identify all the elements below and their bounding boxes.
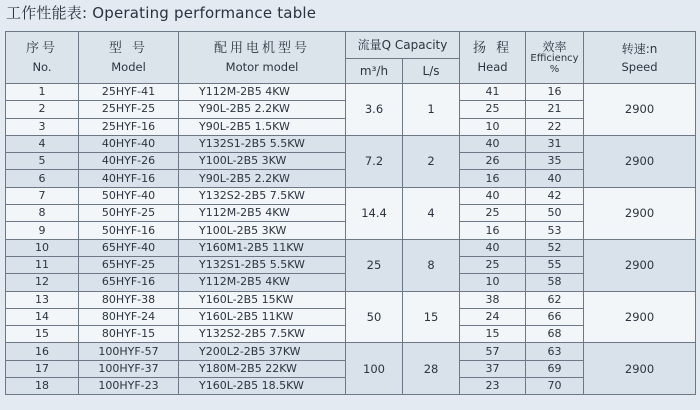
cell-no: 4 <box>6 135 79 152</box>
cell-motor: Y180M-2B5 22KW <box>179 360 346 377</box>
header-model-cn: 型 号 <box>108 40 149 56</box>
cell-efficiency: 31 <box>526 135 584 152</box>
cell-motor: Y160L-2B5 11KW <box>179 308 346 325</box>
header-speed-en: Speed <box>621 59 658 74</box>
cell-efficiency: 16 <box>526 84 584 101</box>
cell-no: 7 <box>6 187 79 204</box>
header-motor <box>179 32 346 84</box>
header-head-cn: 扬 程 <box>472 40 513 56</box>
cell-model: 25HYF-41 <box>79 84 179 101</box>
header-no-en: No. <box>32 59 52 74</box>
cell-speed: 2900 <box>584 187 696 239</box>
cell-head: 40 <box>460 135 526 152</box>
cell-head: 25 <box>460 101 526 118</box>
cell-no: 8 <box>6 205 79 222</box>
cell-head: 25 <box>460 205 526 222</box>
cell-head: 24 <box>460 308 526 325</box>
page-title: 工作性能表: Operating performance table <box>6 4 317 22</box>
cell-head: 23 <box>460 378 526 395</box>
header-head-en: Head <box>477 59 508 74</box>
cell-efficiency: 55 <box>526 256 584 273</box>
cell-model: 65HYF-40 <box>79 239 179 256</box>
cell-head: 16 <box>460 222 526 239</box>
cell-motor: Y200L2-2B5 37KW <box>179 343 346 360</box>
cell-no: 3 <box>6 118 79 135</box>
cell-flow-m3h: 7.2 <box>346 135 403 187</box>
header-speed <box>584 32 696 84</box>
cell-model: 50HYF-16 <box>79 222 179 239</box>
cell-efficiency: 69 <box>526 360 584 377</box>
cell-speed: 2900 <box>584 343 696 395</box>
table-row <box>6 343 696 360</box>
table-row <box>6 84 696 101</box>
cell-model: 80HYF-24 <box>79 308 179 325</box>
cell-no: 17 <box>6 360 79 377</box>
cell-motor: Y112M-2B5 4KW <box>179 274 346 291</box>
header-motor-cn: 配用电机型号 <box>213 40 310 56</box>
cell-head: 16 <box>460 170 526 187</box>
cell-head: 38 <box>460 291 526 308</box>
header-flow-label: 流量Q Capacity <box>357 38 448 52</box>
header-flow-m3h: m³/h <box>346 59 403 84</box>
cell-motor: Y160L-2B5 18.5KW <box>179 378 346 395</box>
cell-efficiency: 42 <box>526 187 584 204</box>
cell-motor: Y112M-2B5 4KW <box>179 84 346 101</box>
cell-no: 18 <box>6 378 79 395</box>
cell-flow-ls: 15 <box>403 291 460 343</box>
cell-model: 40HYF-26 <box>79 153 179 170</box>
cell-no: 2 <box>6 101 79 118</box>
table-body <box>6 84 696 395</box>
cell-motor: Y160M1-2B5 11KW <box>179 239 346 256</box>
cell-motor: Y100L-2B5 3KW <box>179 153 346 170</box>
cell-flow-m3h: 100 <box>346 343 403 395</box>
header-eff-cn: 效率 <box>542 39 567 54</box>
header-eff-en: Efficiency <box>530 52 579 64</box>
cell-no: 1 <box>6 84 79 101</box>
header-model <box>79 32 179 84</box>
cell-flow-m3h: 3.6 <box>346 84 403 136</box>
cell-efficiency: 63 <box>526 343 584 360</box>
cell-flow-ls: 2 <box>403 135 460 187</box>
header-no <box>6 32 79 84</box>
header-flow-ls: L/s <box>403 59 460 84</box>
cell-model: 65HYF-25 <box>79 256 179 273</box>
cell-efficiency: 21 <box>526 101 584 118</box>
cell-flow-ls: 8 <box>403 239 460 291</box>
cell-efficiency: 53 <box>526 222 584 239</box>
cell-efficiency: 50 <box>526 205 584 222</box>
header-no-cn: 序号 <box>25 40 58 56</box>
cell-motor: Y132S2-2B5 7.5KW <box>179 326 346 343</box>
cell-model: 25HYF-25 <box>79 101 179 118</box>
cell-efficiency: 66 <box>526 308 584 325</box>
cell-head: 40 <box>460 239 526 256</box>
cell-motor: Y112M-2B5 4KW <box>179 205 346 222</box>
cell-motor: Y90L-2B5 2.2KW <box>179 101 346 118</box>
cell-no: 6 <box>6 170 79 187</box>
cell-motor: Y100L-2B5 3KW <box>179 222 346 239</box>
cell-head: 37 <box>460 360 526 377</box>
cell-efficiency: 40 <box>526 170 584 187</box>
cell-head: 57 <box>460 343 526 360</box>
cell-flow-ls: 1 <box>403 84 460 136</box>
cell-speed: 2900 <box>584 291 696 343</box>
cell-model: 40HYF-16 <box>79 170 179 187</box>
cell-no: 15 <box>6 326 79 343</box>
cell-head: 26 <box>460 153 526 170</box>
performance-table <box>5 31 696 395</box>
table-row <box>6 187 696 204</box>
cell-efficiency: 52 <box>526 239 584 256</box>
cell-model: 100HYF-23 <box>79 378 179 395</box>
cell-model: 40HYF-40 <box>79 135 179 152</box>
cell-motor: Y160L-2B5 15KW <box>179 291 346 308</box>
cell-head: 15 <box>460 326 526 343</box>
cell-motor: Y132S1-2B5 5.5KW <box>179 135 346 152</box>
cell-motor: Y132S1-2B5 5.5KW <box>179 256 346 273</box>
header-efficiency <box>526 32 584 84</box>
cell-head: 41 <box>460 84 526 101</box>
cell-motor: Y132S2-2B5 7.5KW <box>179 187 346 204</box>
cell-model: 80HYF-15 <box>79 326 179 343</box>
cell-efficiency: 62 <box>526 291 584 308</box>
table-row <box>6 239 696 256</box>
cell-no: 13 <box>6 291 79 308</box>
cell-efficiency: 58 <box>526 274 584 291</box>
header-motor-en: Motor model <box>225 59 299 74</box>
cell-model: 100HYF-57 <box>79 343 179 360</box>
cell-efficiency: 68 <box>526 326 584 343</box>
cell-speed: 2900 <box>584 239 696 291</box>
cell-head: 25 <box>460 256 526 273</box>
cell-efficiency: 70 <box>526 378 584 395</box>
header-model-en: Model <box>111 59 146 74</box>
cell-head: 40 <box>460 187 526 204</box>
cell-no: 11 <box>6 256 79 273</box>
table-row <box>6 135 696 152</box>
cell-motor: Y90L-2B5 1.5KW <box>179 118 346 135</box>
cell-motor: Y90L-2B5 2.2KW <box>179 170 346 187</box>
cell-no: 14 <box>6 308 79 325</box>
cell-model: 50HYF-40 <box>79 187 179 204</box>
cell-model: 65HYF-16 <box>79 274 179 291</box>
cell-model: 100HYF-37 <box>79 360 179 377</box>
cell-head: 10 <box>460 118 526 135</box>
cell-no: 5 <box>6 153 79 170</box>
header-head <box>460 32 526 84</box>
cell-efficiency: 35 <box>526 153 584 170</box>
cell-efficiency: 22 <box>526 118 584 135</box>
cell-speed: 2900 <box>584 135 696 187</box>
header-speed-cn: 转速:n <box>621 41 658 56</box>
table-header <box>6 32 696 84</box>
cell-model: 25HYF-16 <box>79 118 179 135</box>
header-eff-unit: % <box>549 63 560 75</box>
cell-model: 80HYF-38 <box>79 291 179 308</box>
cell-no: 16 <box>6 343 79 360</box>
cell-speed: 2900 <box>584 84 696 136</box>
cell-flow-m3h: 25 <box>346 239 403 291</box>
cell-flow-m3h: 50 <box>346 291 403 343</box>
header-flow <box>346 32 460 59</box>
cell-head: 10 <box>460 274 526 291</box>
table-row <box>6 291 696 308</box>
cell-no: 9 <box>6 222 79 239</box>
cell-model: 50HYF-25 <box>79 205 179 222</box>
cell-no: 12 <box>6 274 79 291</box>
cell-flow-ls: 28 <box>403 343 460 395</box>
cell-no: 10 <box>6 239 79 256</box>
cell-flow-m3h: 14.4 <box>346 187 403 239</box>
cell-flow-ls: 4 <box>403 187 460 239</box>
